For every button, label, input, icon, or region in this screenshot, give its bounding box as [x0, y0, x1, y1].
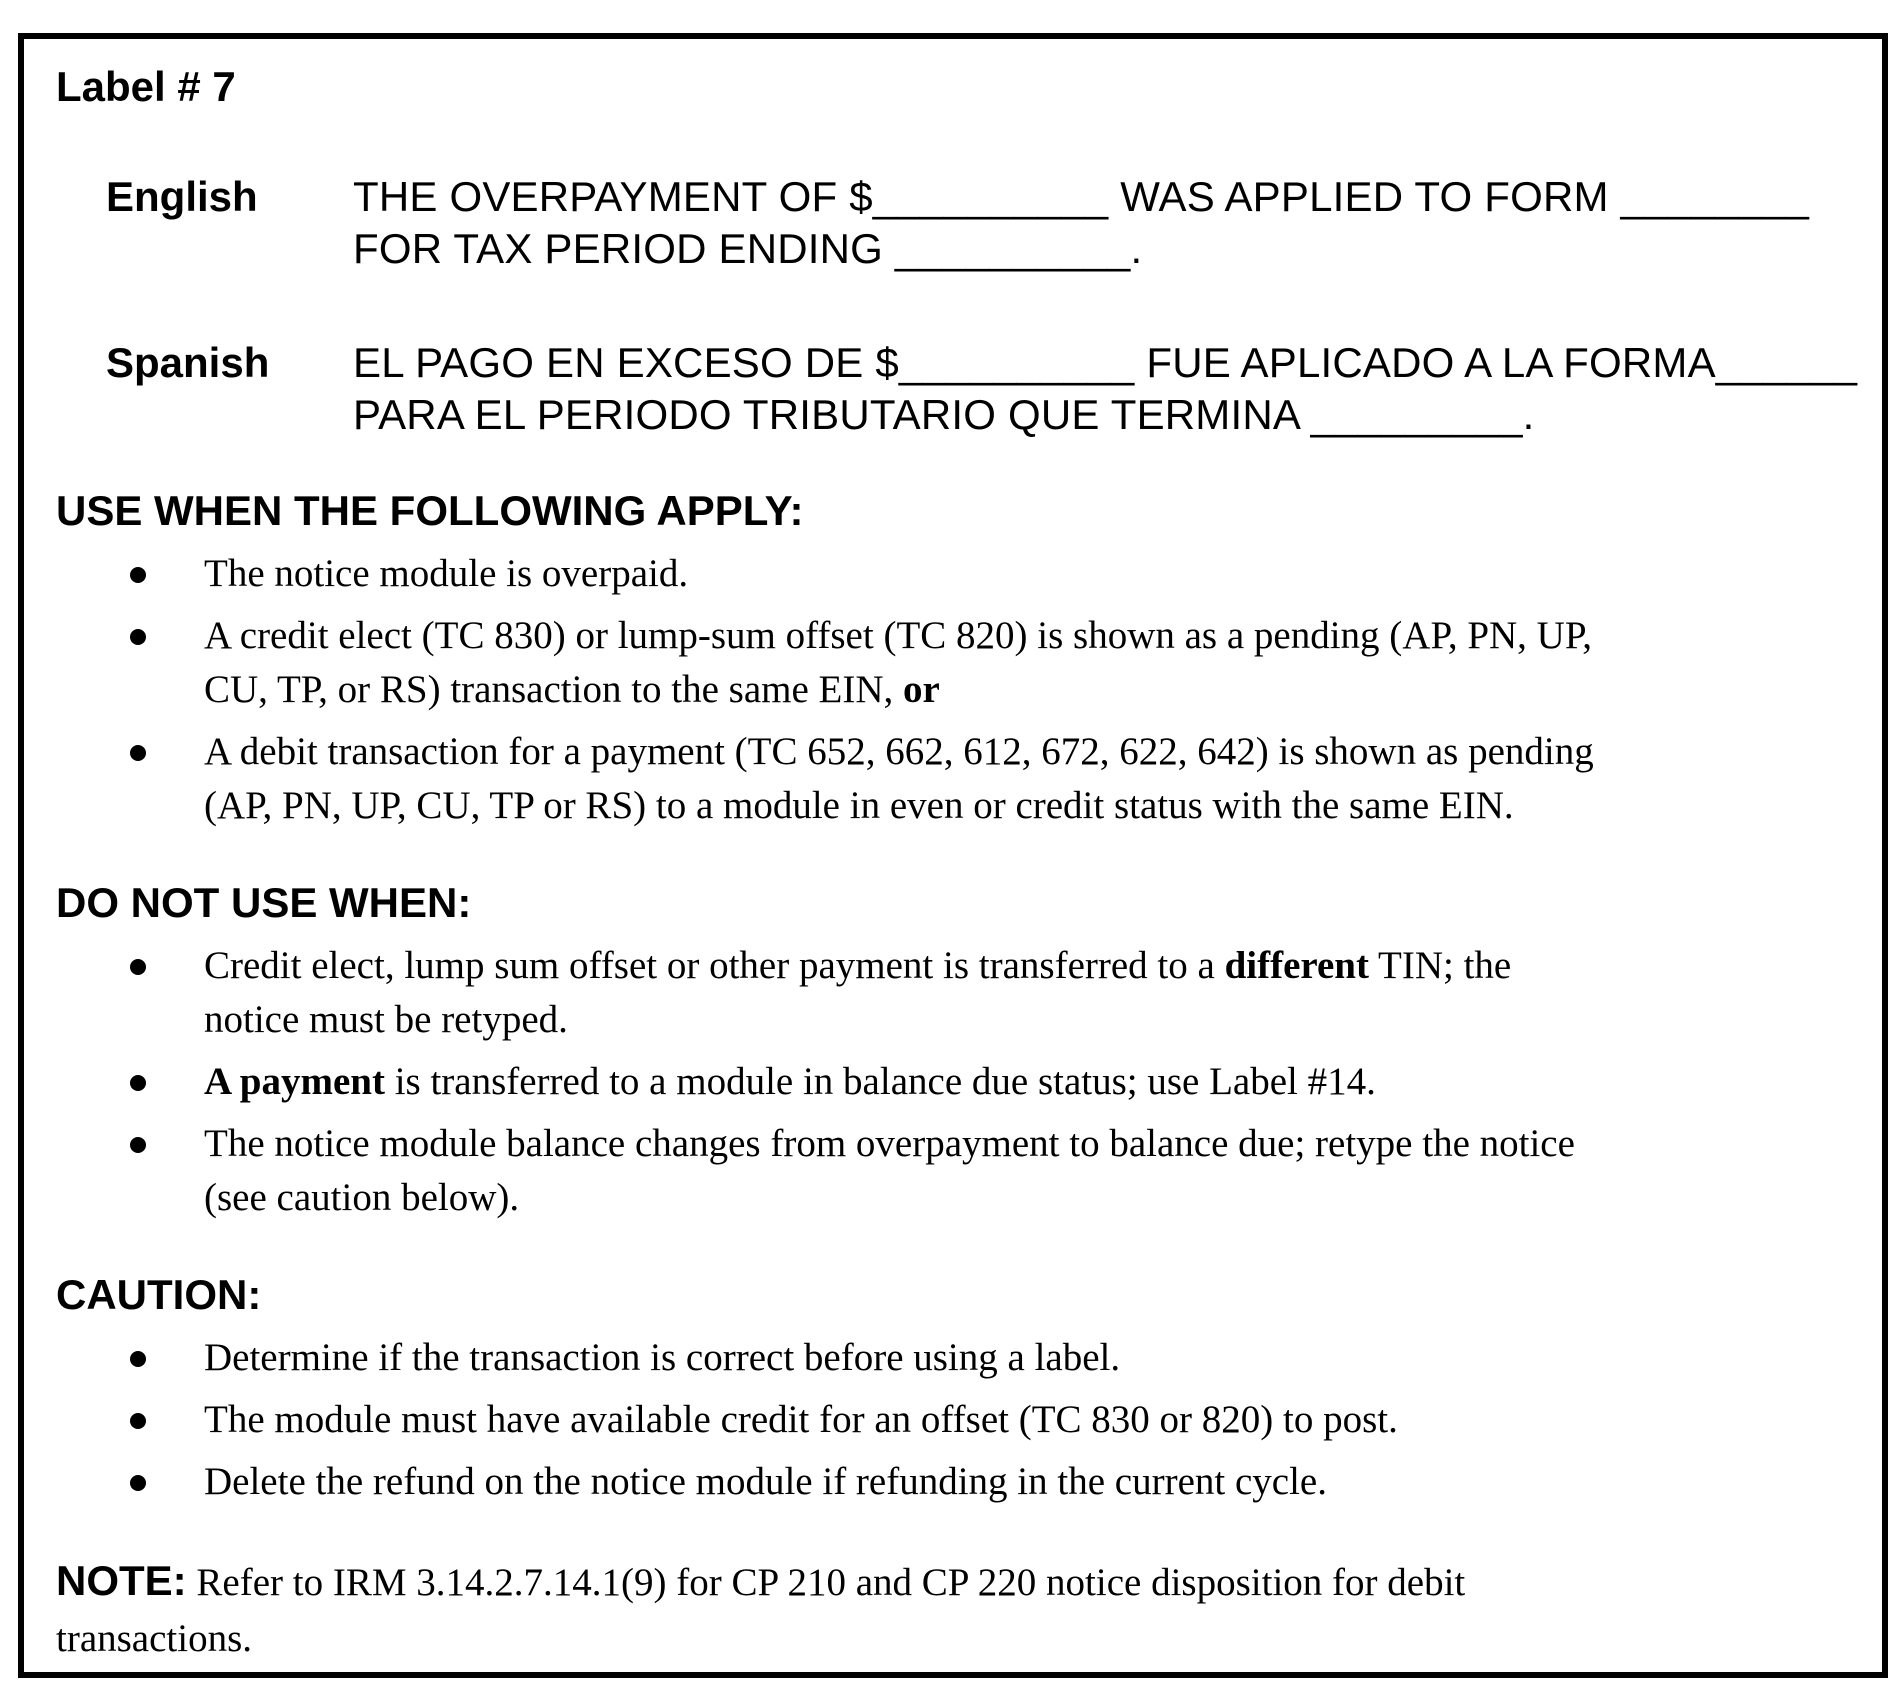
bullet-text: [204, 1331, 1120, 1385]
bullet-segment: The module must have available credit for an offset (TC 830 or 820) to post.: [204, 1398, 1398, 1441]
bullet-item: [56, 725, 1854, 833]
label-text-line: THE OVERPAYMENT OF $__________ WAS APPLIED TO FORM ________: [353, 173, 1810, 220]
section-heading-use-when: USE WHEN THE FOLLOWING APPLY:: [56, 487, 804, 534]
bullet-marker: [130, 1475, 146, 1491]
bullet-text: [204, 1117, 1594, 1225]
bullet-marker: [130, 1137, 146, 1153]
bullet-text: [204, 939, 1594, 1047]
bullet-item: [56, 547, 1854, 601]
bullet-segment: The notice module is overpaid.: [204, 552, 689, 595]
bullet-list-use-when: [56, 547, 1854, 833]
page-title: Label # 7: [56, 63, 236, 110]
bullet-marker: [130, 567, 146, 583]
label-text-line: PARA EL PERIODO TRIBUTARIO QUE TERMINA _________.: [353, 391, 1535, 438]
bullet-text: [204, 1393, 1398, 1447]
section-heading-caution: CAUTION:: [56, 1271, 262, 1318]
bullet-segment: Credit elect, lump sum offset or other payment is transferred to a: [204, 944, 1225, 987]
bullet-segment-bold: different: [1224, 944, 1369, 987]
bullet-item: [56, 1055, 1854, 1109]
label-text-line: EL PAGO EN EXCESO DE $__________ FUE APLICADO A LA FORMA______: [353, 339, 1858, 386]
bullet-list-do-not-use: [56, 939, 1854, 1225]
bullet-segment-bold: A payment: [204, 1060, 385, 1103]
bullet-item: [56, 1117, 1854, 1225]
label-row-spanish: [56, 337, 1858, 441]
bullet-segment-bold: or: [903, 668, 940, 711]
bullet-item: [56, 939, 1854, 1047]
document-frame: [18, 33, 1888, 1678]
bullet-text: [204, 547, 688, 601]
label-text-english: [353, 171, 1854, 275]
section-heading-do-not-use: DO NOT USE WHEN:: [56, 879, 472, 926]
bullet-segment: The notice module balance changes from overpayment to balance due; retype the notice (see caution below).: [204, 1122, 1575, 1219]
bullet-item: [56, 1393, 1854, 1447]
bullet-segment: A debit transaction for a payment (TC 652, 662, 612, 672, 622, 642) is shown as pending (AP, PN, UP, CU, TP or RS) to a module in even or credit status with the same EIN.: [204, 730, 1594, 827]
bullet-segment: Delete the refund on the notice module if refunding in the current cycle.: [204, 1460, 1327, 1503]
bullet-text: [204, 725, 1594, 833]
bullet-marker: [130, 1413, 146, 1429]
bullet-segment: is transferred to a module in balance due status; use Label #14.: [384, 1060, 1376, 1103]
bullet-item: [56, 1331, 1854, 1385]
bullet-marker: [130, 1351, 146, 1367]
bullet-marker: [130, 1075, 146, 1091]
note-label: NOTE:: [56, 1557, 187, 1604]
bullet-segment: A credit elect (TC 830) or lump-sum offset (TC 820) is shown as a pending (AP, PN, UP, CU, TP, or RS) transaction to the same EIN,: [204, 614, 1592, 711]
bullet-text: [204, 1455, 1327, 1509]
bullet-segment: TIN; the notice must be retyped.: [204, 944, 1512, 1041]
label-text-spanish: [353, 337, 1857, 441]
language-label-english: English: [106, 173, 258, 220]
bullet-marker: [130, 629, 146, 645]
bullet-text: [204, 1055, 1376, 1109]
label-text-line: FOR TAX PERIOD ENDING __________.: [353, 225, 1143, 272]
bullet-list-caution: [56, 1331, 1854, 1509]
note-text: Refer to IRM 3.14.2.7.14.1(9) for CP 210 and CP 220 notice disposition for debit transactions.: [56, 1561, 1466, 1660]
bullet-item: [56, 609, 1854, 717]
bullet-item: [56, 1455, 1854, 1509]
label-row-english: [56, 171, 1854, 275]
bullet-marker: [130, 959, 146, 975]
bullet-segment: Determine if the transaction is correct before using a label.: [204, 1336, 1121, 1379]
language-label-spanish: Spanish: [106, 339, 270, 386]
bullet-text: [204, 609, 1594, 717]
bullet-marker: [130, 745, 146, 761]
note-paragraph: [56, 1553, 1526, 1667]
